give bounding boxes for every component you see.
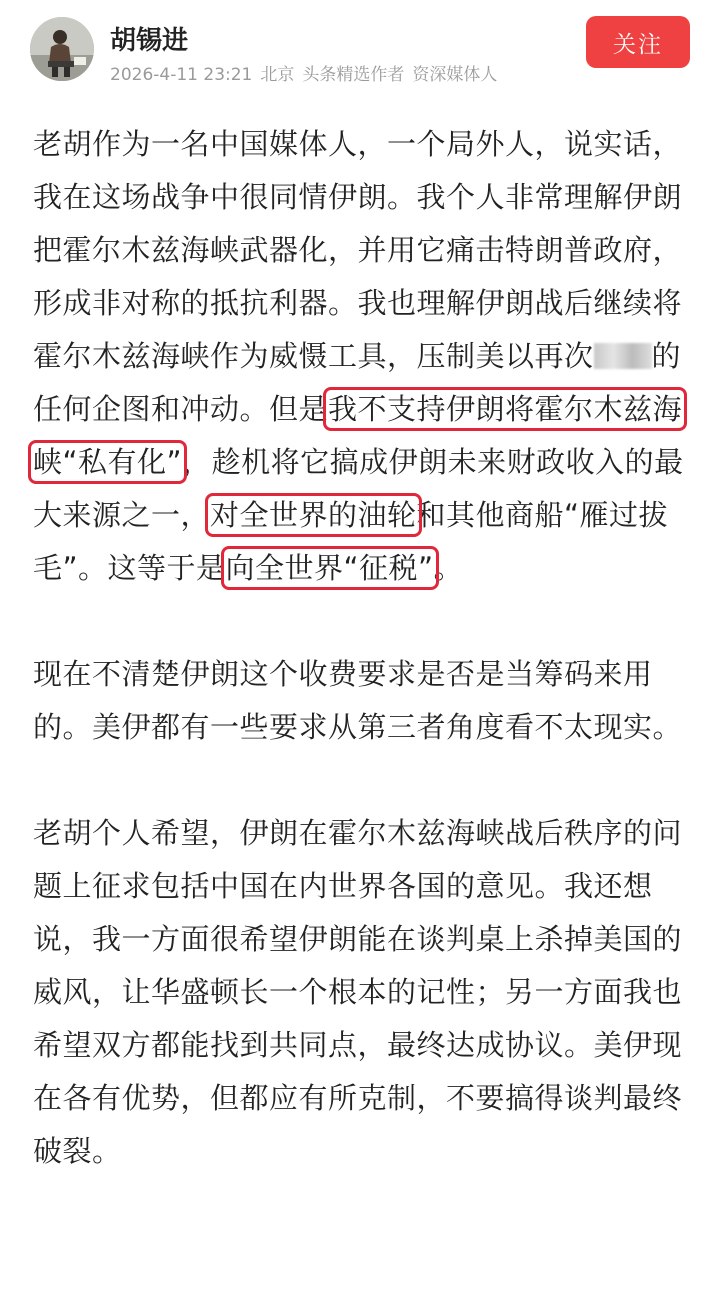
avatar-photo-icon [30, 17, 94, 81]
paragraph-text: 的任何企图和冲动。但是 [33, 339, 682, 426]
avatar[interactable] [30, 17, 94, 81]
post-meta [110, 60, 505, 85]
author-badge-senior: 资深媒体人 [412, 65, 498, 85]
paragraph-text: 和其他商船“雁过拔毛”。这等于是 [33, 498, 669, 585]
article-header [0, 0, 720, 90]
redacted-mosaic [594, 343, 652, 369]
article-paragraph-2: 现在不清楚伊朗这个收费要求是否是当筹码来用的。美伊都有一些要求从第三者角度看不太现实。 [33, 657, 683, 744]
highlight-box-global-tax: 向全世界“征税” [225, 551, 434, 585]
post-datetime: 2026-4-11 23:21 [110, 65, 253, 85]
paragraph-text: ，趁机将它搞成伊朗未来财政收入的最大来源之一， [33, 445, 684, 532]
highlight-box-privatization: 我不支持伊朗将霍尔木兹海峡“私有化” [33, 392, 683, 479]
paragraph-gap [33, 595, 689, 648]
post-location: 北京 [260, 65, 295, 85]
paragraph-text: 老胡作为一名中国媒体人，一个局外人，说实话，我在这场战争中很同情伊朗。我个人非常理解伊朗把霍尔木兹海峡武器化，并用它痛击特朗普政府，形成非对称的抵抗利器。我也理解伊朗战后继续将霍尔木兹海峡作为威慑工具，压制美以再次 [33, 127, 683, 373]
author-name[interactable]: 胡锡进 [110, 26, 189, 56]
article-paragraph-1 [33, 118, 689, 595]
article-paragraph-3: 老胡个人希望，伊朗在霍尔木兹海峡战后秩序的问题上征求包括中国在内世界各国的意见。我还想说，我一方面很希望伊朗能在谈判桌上杀掉美国的威风，让华盛顿长一个根本的记性；另一方面我也希望双方都能找到共同点，最终达成协议。美伊现在各有优势，但都应有所克制，不要搞得谈判最终破裂。 [33, 816, 683, 1168]
highlight-box-oil-tankers: 对全世界的油轮 [210, 498, 417, 532]
follow-button[interactable]: 关注 [586, 16, 690, 68]
article-body [33, 118, 689, 1178]
paragraph-text: 。 [433, 551, 464, 585]
author-badge-featured: 头条精选作者 [302, 65, 405, 85]
paragraph-gap [33, 754, 689, 807]
